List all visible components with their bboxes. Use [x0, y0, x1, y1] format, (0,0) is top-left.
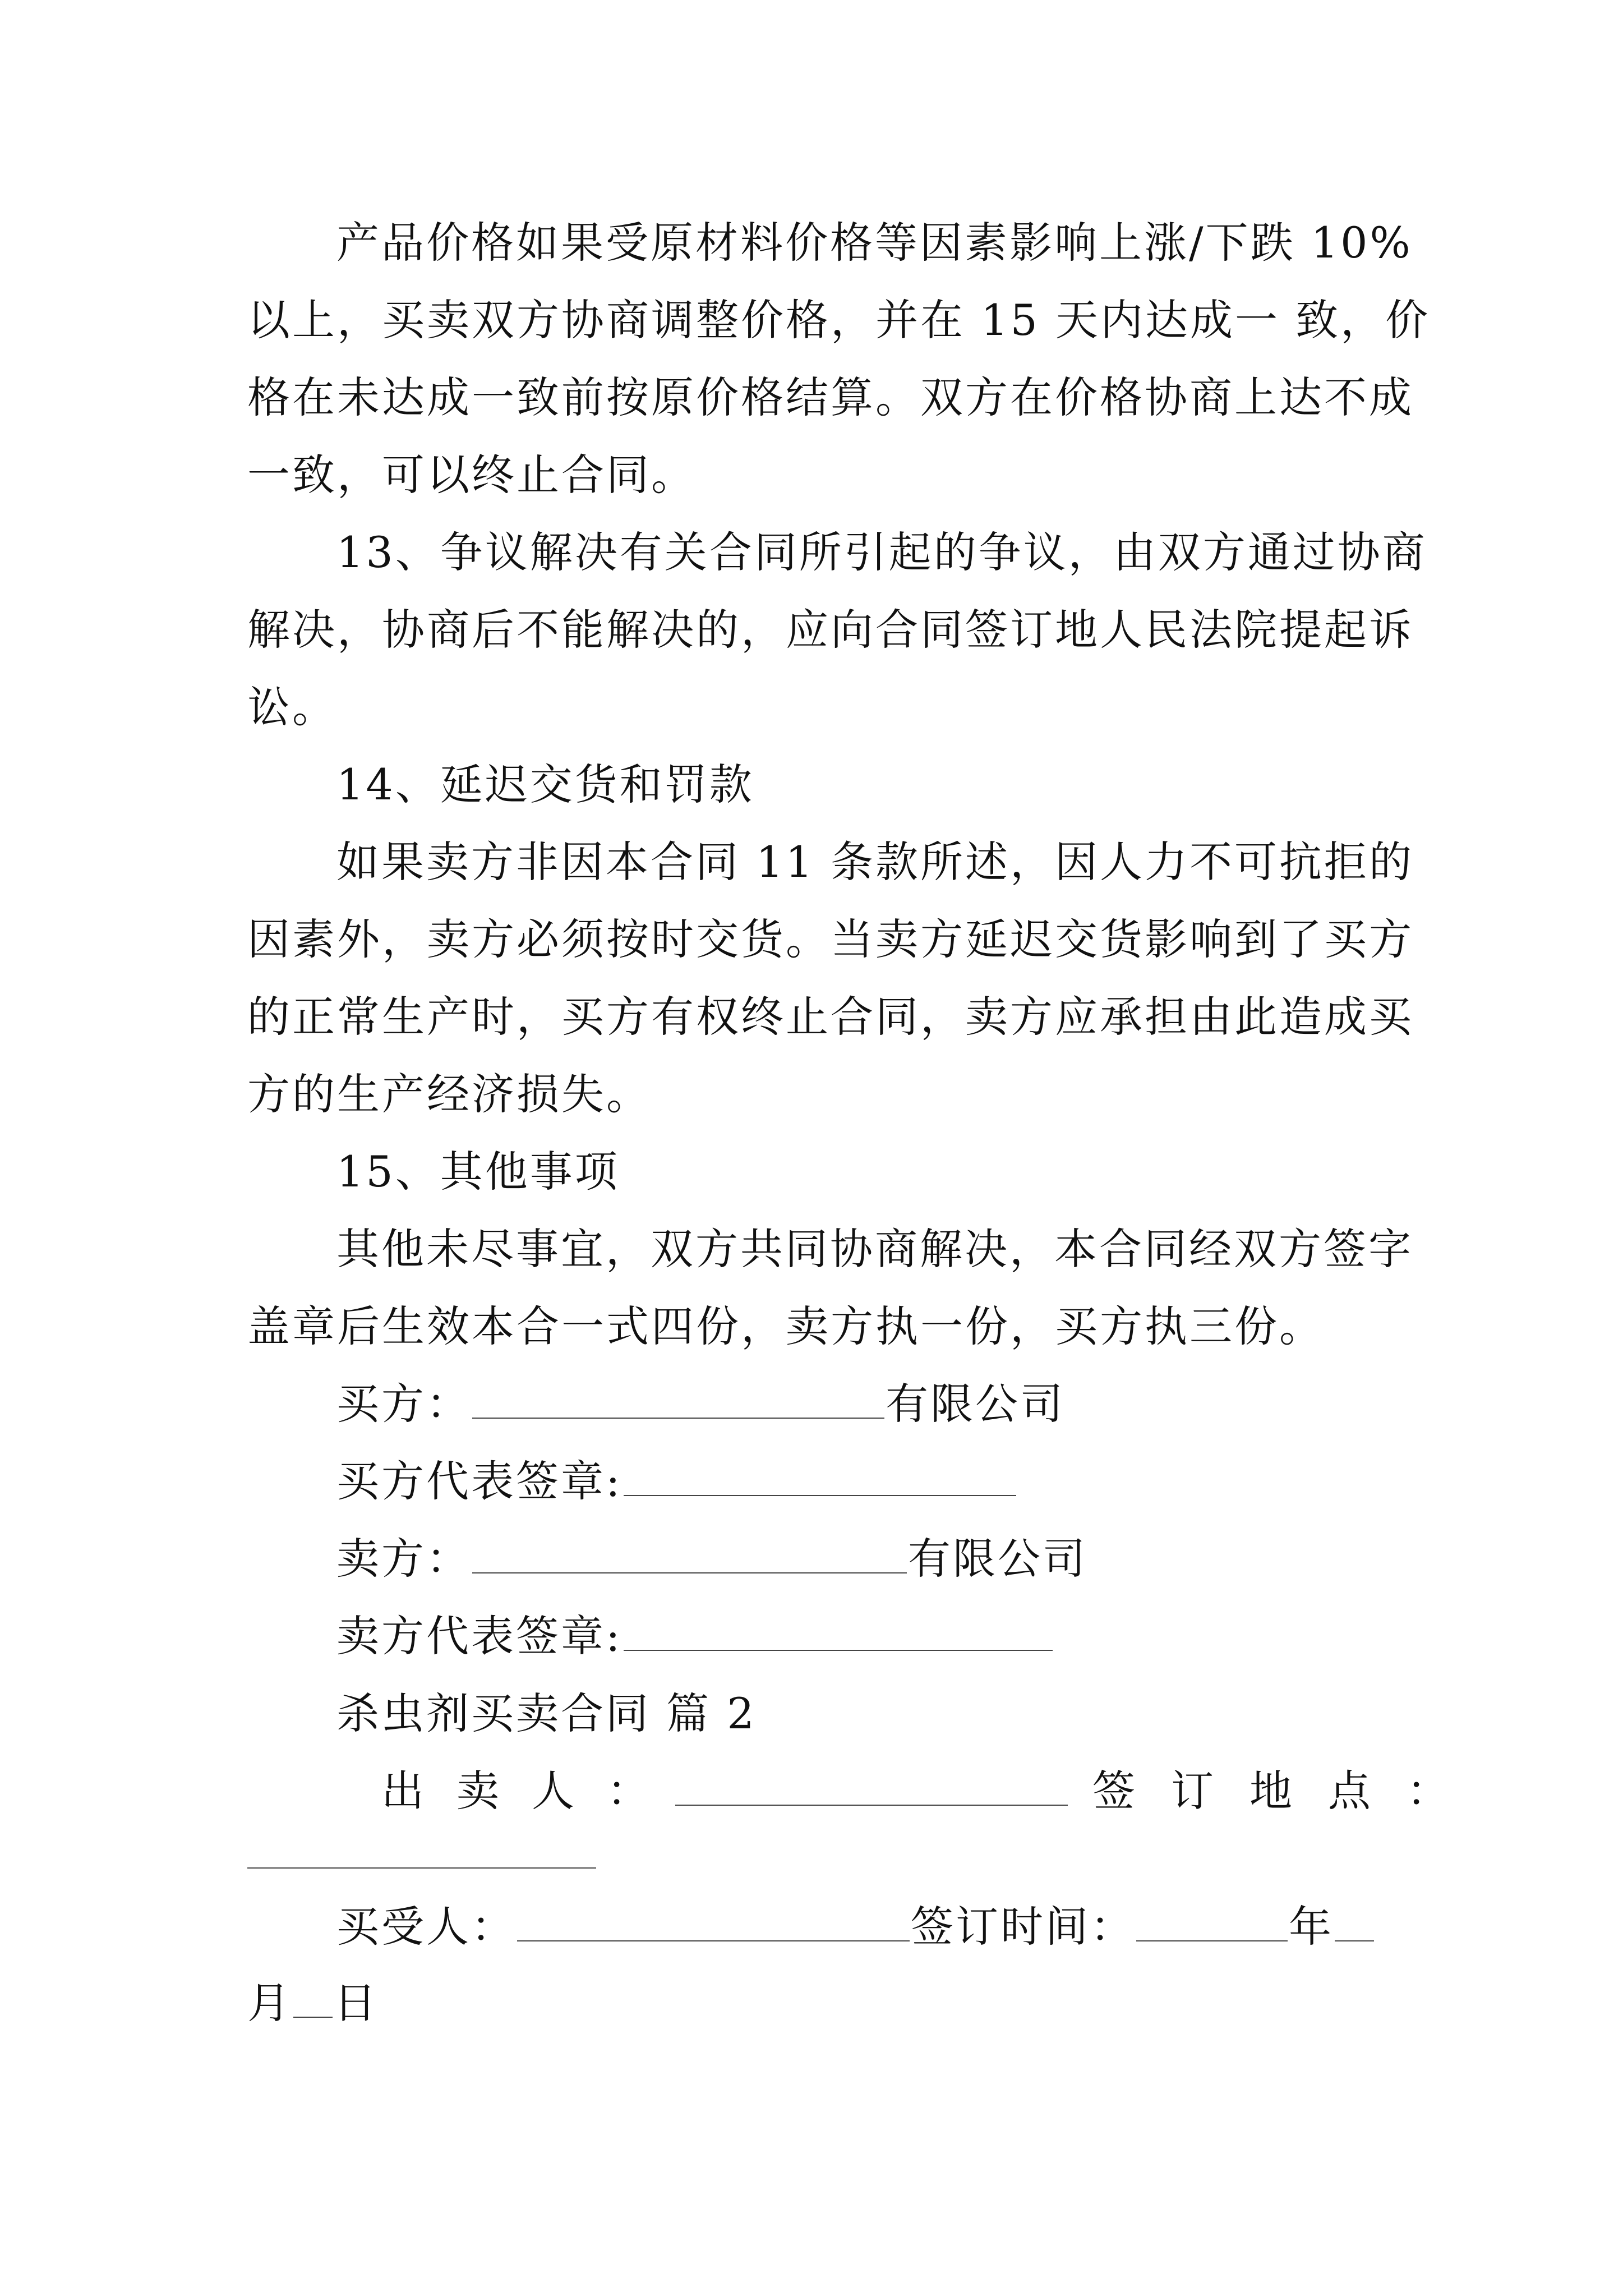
seller-label: 卖方： [336, 1534, 471, 1584]
clause14-line1: 如果卖方非因本合同 11 条款所述，因人力不可抗拒的 [336, 837, 1414, 887]
month-blank [1335, 1899, 1374, 1941]
clause15-line1: 其他未尽事宜，双方共同协商解决，本合同经双方签字 [336, 1224, 1413, 1274]
clause13-line3: 讼。 [247, 682, 337, 732]
seller-name-blank [472, 1531, 907, 1573]
clause12-line4: 一致，可以终止合同。 [247, 450, 696, 500]
day-label: 日 [334, 1978, 379, 2028]
buyer-receiver-label: 买受人： [336, 1902, 516, 1952]
buyer-suffix: 有限公司 [886, 1379, 1065, 1429]
signing-place-blank [247, 1867, 596, 1869]
clause13-line2: 解决，协商后不能解决的，应向合同签订地人民法院提起诉 [247, 605, 1414, 655]
seller-signature-line [336, 1531, 1087, 1587]
seller-label-char: 卖 [457, 1766, 501, 1816]
clause12-line3: 格在未达成一致前按原价格结算。双方在价格协商上达不成 [247, 372, 1414, 422]
clause14-line2: 因素外，卖方必须按时交货。当卖方延迟交货影响到了买方 [247, 914, 1414, 964]
clause13-line1: 13、争议解决有关合同所引起的争议，由双方通过协商 [336, 527, 1427, 577]
seller-label-char: 人 [532, 1766, 577, 1816]
clause15-heading: 15、其他事项 [336, 1147, 620, 1197]
clause14-heading: 14、延迟交货和罚款 [336, 760, 754, 809]
contract2-date-line [247, 1975, 379, 2031]
buyer-rep-label: 买方代表签章: [336, 1456, 623, 1506]
place-label-char: ： [1407, 1766, 1451, 1816]
seller-name-blank [675, 1763, 1068, 1806]
seller-rep-signature-line [336, 1608, 1054, 1664]
seller-rep-label: 卖方代表签章: [336, 1611, 623, 1661]
clause14-line4: 方的生产经济损失。 [247, 1069, 651, 1119]
seller-rep-blank [624, 1608, 1053, 1651]
buyer-label: 买方： [336, 1379, 471, 1429]
contract2-seller-place-line [381, 1763, 1451, 1819]
year-blank [1136, 1899, 1288, 1941]
seller-label-char: ： [607, 1766, 652, 1816]
contract2-title: 杀虫剂买卖合同 篇 2 [336, 1688, 757, 1738]
clause14-line3: 的正常生产时，买方有权终止合同，卖方应承担由此造成买 [247, 992, 1414, 1042]
buyer-rep-signature-line [336, 1453, 1017, 1510]
seller-suffix: 有限公司 [908, 1534, 1087, 1584]
month-label: 月 [247, 1978, 292, 2028]
place-label-char: 地 [1249, 1766, 1294, 1816]
buyer-rep-blank [624, 1453, 1016, 1496]
buyer-name-blank [472, 1376, 884, 1419]
day-blank [293, 1975, 333, 2018]
clause12-line2: 以上，买卖双方协商调整价格，并在 15 天内达成一 致，价 [247, 295, 1431, 345]
seller-label-char: 出 [381, 1766, 426, 1816]
contract2-buyer-time-line [336, 1899, 1375, 1955]
buyer-signature-line [336, 1376, 1065, 1432]
clause12-line1: 产品价格如果受原材料价格等因素影响上涨/下跌 10% [336, 218, 1413, 268]
place-label-char: 点 [1328, 1766, 1373, 1816]
place-label-char: 订 [1171, 1766, 1216, 1816]
signing-time-label: 签订时间： [911, 1902, 1135, 1952]
clause15-line2: 盖章后生效本合一式四份，卖方执一份，买方执三份。 [247, 1301, 1324, 1351]
place-label-char: 签 [1092, 1766, 1137, 1816]
buyer-receiver-blank [517, 1899, 910, 1941]
year-label: 年 [1289, 1902, 1334, 1952]
